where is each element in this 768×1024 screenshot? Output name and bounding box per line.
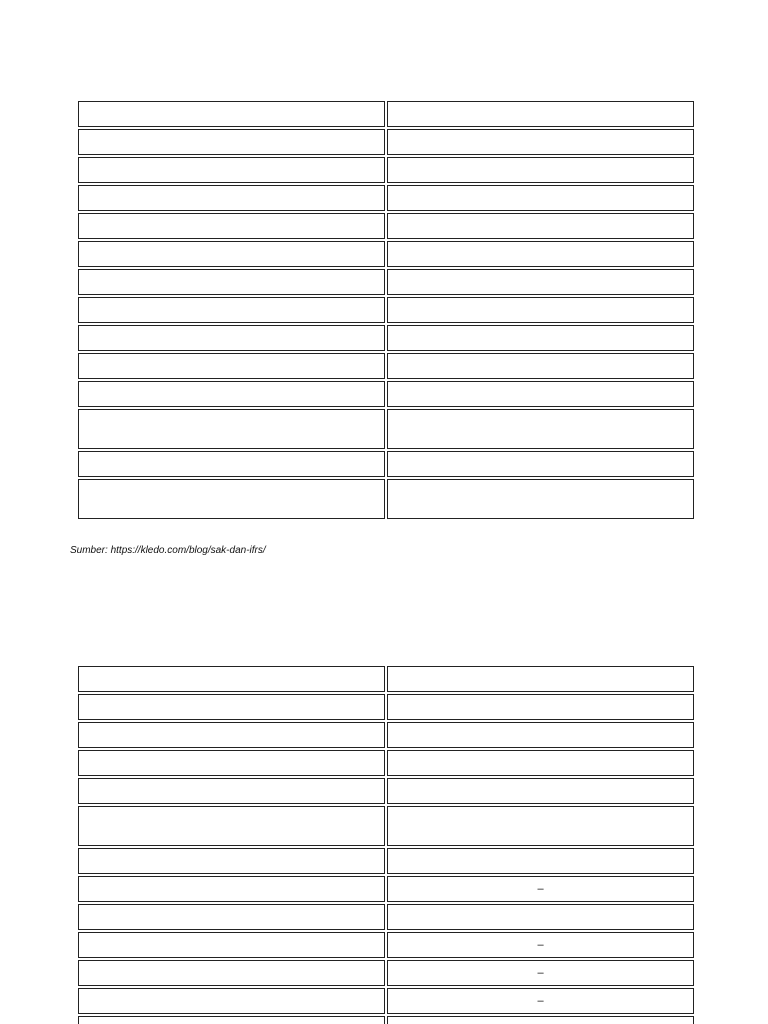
- table-cell-left: [78, 409, 385, 449]
- table-cell-right: [387, 409, 694, 449]
- table-cell-right: [387, 101, 694, 127]
- table-row: [78, 157, 694, 183]
- table-body: [78, 666, 694, 1024]
- table-row: [78, 932, 694, 958]
- table-cell-left: [78, 932, 385, 958]
- table-row: [78, 241, 694, 267]
- table-cell-left: [78, 750, 385, 776]
- table-cell-right: [387, 666, 694, 692]
- table-cell-right: [387, 381, 694, 407]
- table-cell-left: [78, 101, 385, 127]
- table-cell-left: [78, 694, 385, 720]
- table-row: [78, 876, 694, 902]
- comparison-table-2: [76, 664, 696, 1024]
- table-cell-left: [78, 904, 385, 930]
- table-cell-right: [387, 353, 694, 379]
- table-row: [78, 1016, 694, 1024]
- table-row: [78, 381, 694, 407]
- table-cell-right: –: [387, 988, 694, 1014]
- table-cell-right: [387, 694, 694, 720]
- comparison-table-1: [76, 99, 696, 521]
- table-cell-left: [78, 479, 385, 519]
- table-row: [78, 694, 694, 720]
- table-row: [78, 213, 694, 239]
- table-row: [78, 848, 694, 874]
- table-row: [78, 353, 694, 379]
- table-row: [78, 409, 694, 449]
- table-cell-left: [78, 778, 385, 804]
- table-cell-left: [78, 353, 385, 379]
- table-cell-right: –: [387, 876, 694, 902]
- table-row: [78, 806, 694, 846]
- table-cell-right: [387, 157, 694, 183]
- table-cell-left: [78, 1016, 385, 1024]
- table-cell-right: [387, 185, 694, 211]
- table-cell-left: [78, 666, 385, 692]
- table-row: [78, 129, 694, 155]
- table-cell-left: [78, 213, 385, 239]
- table-cell-right: [387, 904, 694, 930]
- table-cell-right: [387, 778, 694, 804]
- table-row: [78, 269, 694, 295]
- table-row: [78, 451, 694, 477]
- table-cell-right: [387, 750, 694, 776]
- table-cell-right: [387, 269, 694, 295]
- table-cell-right: [387, 848, 694, 874]
- table-cell-right: [387, 213, 694, 239]
- table-cell-left: [78, 185, 385, 211]
- table-cell-left: [78, 806, 385, 846]
- table-cell-left: [78, 722, 385, 748]
- table-row: [78, 750, 694, 776]
- table-row: [78, 904, 694, 930]
- table-cell-right: [387, 1016, 694, 1024]
- table-row: [78, 101, 694, 127]
- table-row: [78, 297, 694, 323]
- table-row: [78, 722, 694, 748]
- table-row: [78, 185, 694, 211]
- table-cell-left: [78, 157, 385, 183]
- table-cell-left: [78, 297, 385, 323]
- table-cell-left: [78, 988, 385, 1014]
- table-cell-left: [78, 129, 385, 155]
- table-cell-right: –: [387, 960, 694, 986]
- table-cell-left: [78, 325, 385, 351]
- table-cell-left: [78, 381, 385, 407]
- table-row: [78, 479, 694, 519]
- table-cell-right: [387, 451, 694, 477]
- table-cell-right: [387, 297, 694, 323]
- table-cell-right: [387, 722, 694, 748]
- table-cell-right: [387, 479, 694, 519]
- table-cell-left: [78, 876, 385, 902]
- table-cell-left: [78, 960, 385, 986]
- table-cell-left: [78, 848, 385, 874]
- table-cell-right: –: [387, 932, 694, 958]
- table-cell-right: [387, 241, 694, 267]
- table-cell-right: [387, 129, 694, 155]
- table-body: [78, 101, 694, 519]
- table-row: [78, 666, 694, 692]
- source-caption: Sumber: https://kledo.com/blog/sak-dan-ifrs/: [70, 545, 266, 556]
- table-cell-right: [387, 325, 694, 351]
- table-row: [78, 960, 694, 986]
- table-row: [78, 988, 694, 1014]
- table-row: [78, 778, 694, 804]
- table-cell-left: [78, 269, 385, 295]
- table-cell-left: [78, 241, 385, 267]
- table-cell-left: [78, 451, 385, 477]
- table-row: [78, 325, 694, 351]
- table-cell-right: [387, 806, 694, 846]
